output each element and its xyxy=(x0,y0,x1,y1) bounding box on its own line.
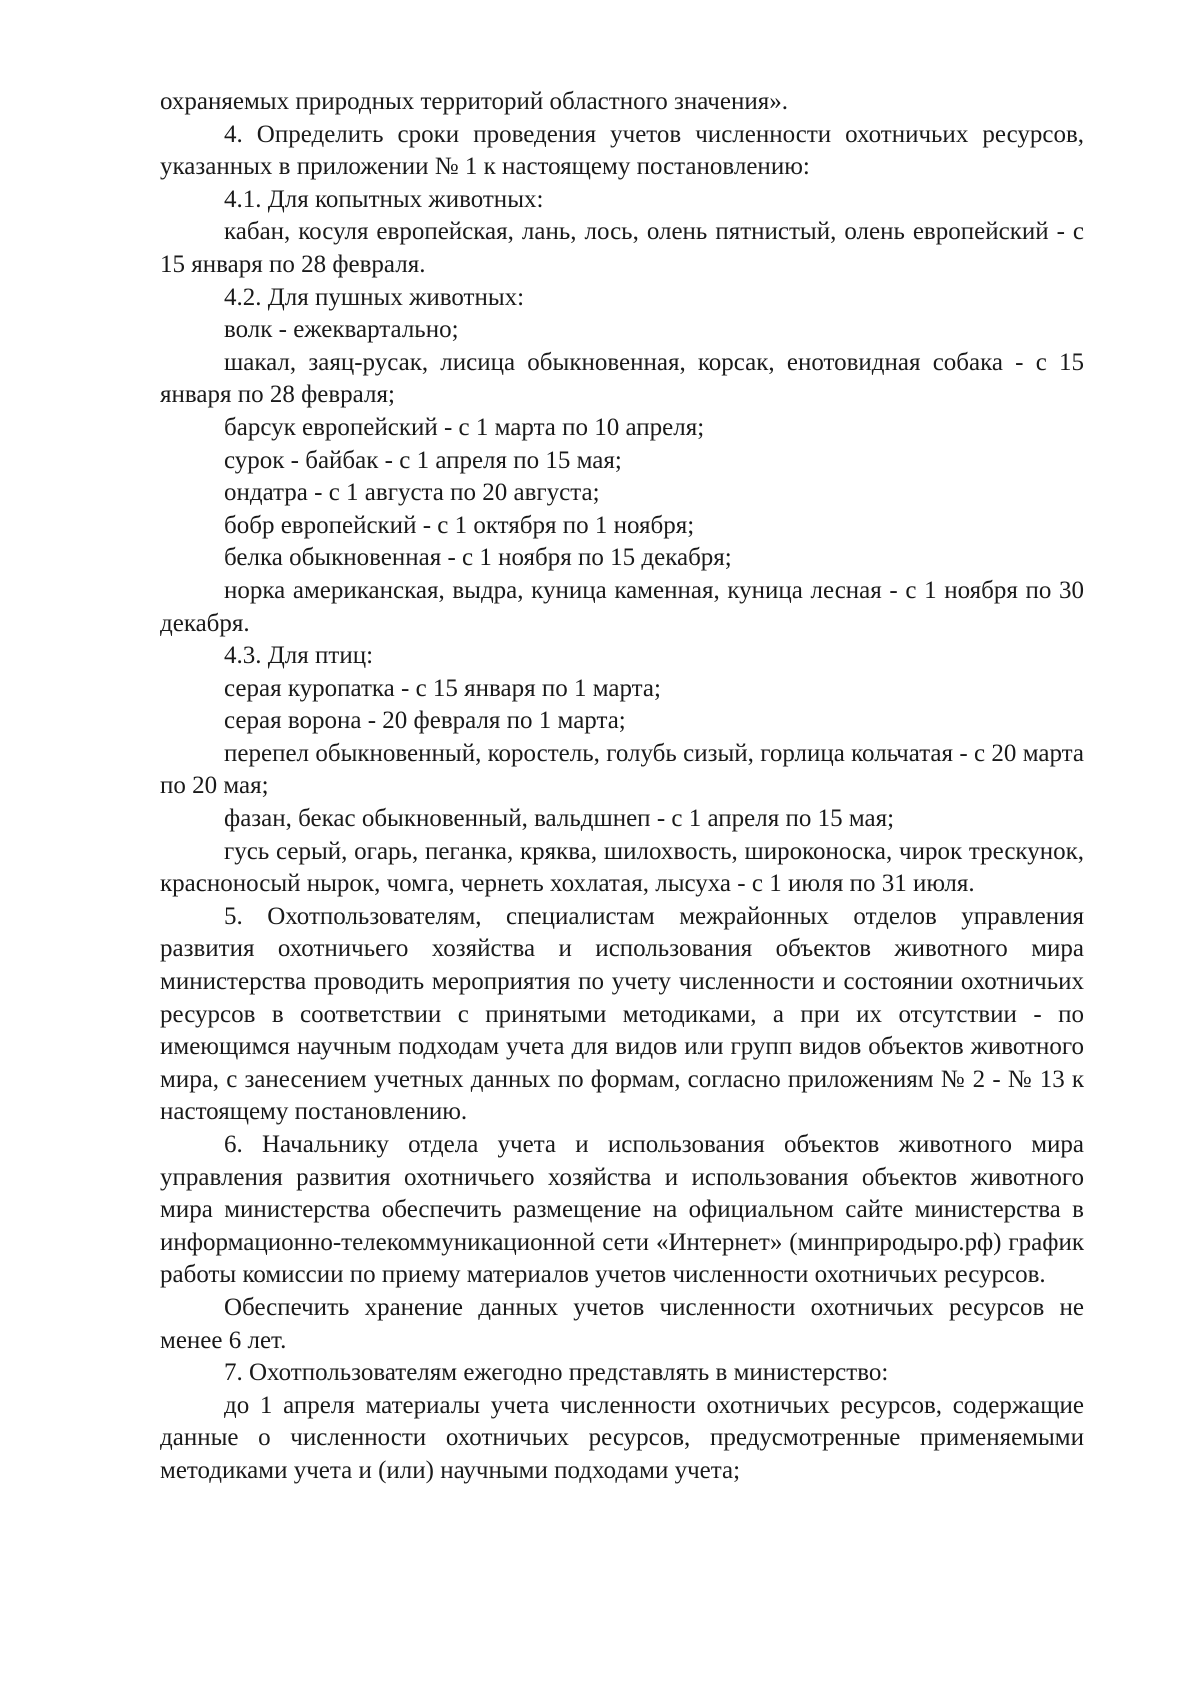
document-page xyxy=(160,86,1084,1488)
paragraph-continuation: охраняемых природных территорий областного значения». xyxy=(160,88,788,115)
paragraph-squirrel: белка обыкновенная - с 1 ноября по 15 декабря; xyxy=(224,544,732,572)
paragraph-wolf: волк - ежеквартально; xyxy=(224,316,459,344)
paragraph-muskrat: ондатра - с 1 августа по 20 августа; xyxy=(224,479,600,507)
paragraph-waterfowl: гусь серый, огарь, пеганка, кряква, шилохвость, широконоска, чирок трескунок, красноносый нырок, чомга, чернеть хохлатая, лысуха - с 1 июля по 31 июля. xyxy=(160,837,1084,898)
paragraph-item-6: 6. Начальнику отдела учета и использования объектов животного мира управления развития охотничьего хозяйства и использования объектов животного мира министерства обеспечить размещение на официальном сайте министерства в информационно-телекоммуникационной сети «Интернет» (минприродыро.рф) график работы комиссии по приему материалов учетов численности охотничьих ресурсов. xyxy=(160,1131,1084,1289)
paragraph-pheasant: фазан, бекас обыкновенный, вальдшнеп - с 1 апреля по 15 мая; xyxy=(224,805,895,833)
subheading-ungulates: 4.1. Для копытных животных: xyxy=(224,185,544,213)
paragraph-item-5: 5. Охотпользователям, специалистам межрайонных отделов управления развития охотничьего хозяйства и использования объектов животного мира министерства проводить мероприятия по учету численности и состоянии охотничьих ресурсов в соответствии с принятыми методиками, а при их отсутствии - по имеющимся научным подходам учета для видов или групп видов объектов животного мира, с занесением учетных данных по формам, согласно приложениям № 2 - № 13 к настоящему постановлению. xyxy=(160,902,1084,1126)
paragraph-mink-otter: норка американская, выдра, куница каменная, куница лесная - с 1 ноября по 30 декабря. xyxy=(160,576,1084,637)
paragraph-partridge: серая куропатка - с 15 января по 1 марта; xyxy=(224,674,661,702)
subheading-birds: 4.3. Для птиц: xyxy=(224,642,374,670)
paragraph-item-7: 7. Охотпользователям ежегодно представлять в министерство: xyxy=(224,1359,889,1387)
paragraph-april-deadline: до 1 апреля материалы учета численности охотничьих ресурсов, содержащие данные о численности охотничьих ресурсов, предусмотренные применяемыми методиками учета и (или) научными подходами учета; xyxy=(160,1391,1084,1484)
paragraph-beaver: бобр европейский - с 1 октября по 1 ноября; xyxy=(224,511,695,539)
paragraph-ungulates-list: кабан, косуля европейская, лань, лось, олень пятнистый, олень европейский - с 15 января по 28 февраля. xyxy=(160,218,1084,278)
paragraph-quail: перепел обыкновенный, коростель, голубь сизый, горлица кольчатая - с 20 марта по 20 мая; xyxy=(160,739,1084,800)
paragraph-jackal-hare: шакал, заяц-русак, лисица обыкновенная, корсак, енотовидная собака - с 15 января по 28 февраля; xyxy=(160,348,1084,409)
paragraph-storage: Обеспечить хранение данных учетов численности охотничьих ресурсов не менее 6 лет. xyxy=(160,1293,1084,1354)
paragraph-badger: барсук европейский - с 1 марта по 10 апреля; xyxy=(224,413,705,441)
paragraph-crow: серая ворона - 20 февраля по 1 марта; xyxy=(224,707,626,735)
subheading-fur-animals: 4.2. Для пушных животных: xyxy=(224,283,525,311)
paragraph-marmot: сурок - байбак - с 1 апреля по 15 мая; xyxy=(224,446,622,474)
paragraph-item-4: 4. Определить сроки проведения учетов численности охотничьих ресурсов, указанных в приложении № 1 к настоящему постановлению: xyxy=(160,120,1084,181)
